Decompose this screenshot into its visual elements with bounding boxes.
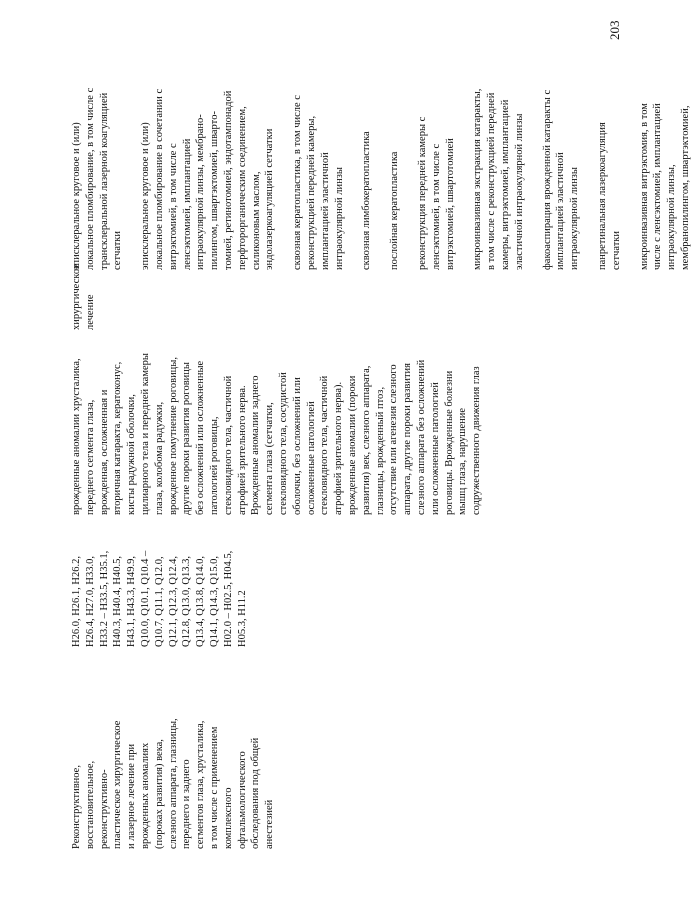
diagnosis-line: врожденная, осложненная и [98,389,110,515]
diagnosis-line: атрофией зрительного нерва). [333,381,345,515]
diagnosis-line: кисты радужной оболочки, [126,394,138,515]
treatment-method-line: ленсэктомией, в том числе с [430,143,442,270]
diagnosis-line: цилиарного тела и передней камеры [139,353,151,515]
service-name-line: анестезией [264,799,276,849]
icd-code-line: Н40.3, Н40.4, Н40.5, [112,556,124,647]
treatment-method-line: факоаспирация врожденной катаракты с [541,89,553,270]
treatment-method-line: эписклеральное круговое и (или) [140,122,152,270]
diagnosis-line: сегмента глаза (сетчатки, [264,402,276,515]
service-name-line: в том числе с применением [208,726,220,849]
icd-code-line: Q14.1, Q14.3, Q15.0, [208,556,220,647]
diagnosis-line: содружественного движения глаз [471,366,483,515]
diagnosis-line: переднего сегмента глаза, [84,399,96,515]
service-name-line: восстановительное, [84,760,96,849]
treatment-method [638,30,693,270]
treatment-method [139,30,277,270]
service-name-line: реконструктивно- [98,769,110,849]
diagnosis-line: Врожденные аномалии заднего [250,375,262,515]
icd-code-line: Н43.1, Н43.3, Н49.9, [126,556,138,647]
diagnosis-line: стекловидного тела, частичной [222,375,234,515]
diagnosis-line: аппарата, другие пороки развития [402,363,414,515]
treatment-method [416,30,457,270]
icd-code-line: Q10.0, Q10.1, Q10.4 – [139,550,151,647]
icd-code-line: Н26.4, Н27.0, Н33.0, [84,556,96,647]
icd-code-line: Q12.8, Q13.0, Q13.3, [181,556,193,647]
diagnosis-line: вторичная катаракта, кератоконус, [112,361,124,515]
treatment-method-line: сквозная кератопластика, в том числе с [292,95,304,270]
treatment-method-line: камеры, витрэктомией, имплантацией [499,99,511,270]
treatment-method-line: сетчатки [112,230,124,270]
treatment-method-line: витрэктомией, швартотомией [444,138,456,270]
treatment-method-line: витрэктомией, в том числе с [167,143,179,270]
diagnosis-line: другие пороки развития роговицы [181,362,193,515]
service-name-line: пластическое хирургическое [112,720,124,849]
treatment-method-line: реконструкция передней камеры с [416,116,428,270]
treatment-method-line: ленсэктомией, имплантацией [181,138,193,270]
treatment-method-line: силиконовым маслом, [250,171,262,270]
service-name-line: Реконструктивное, [71,765,82,849]
icd-code-line: Н05.3, Н11.2 [236,590,248,647]
treatment-method-line: реконструкцией передней камеры, [305,115,317,270]
icd-code-line: Q12.1, Q12.3, Q12.4, [167,556,179,647]
service-name-line: обследования под общей [250,737,262,849]
treatment-method [471,30,526,270]
treatment-method-line: панретинальная лазеркоагуляция [596,122,608,270]
treatment-method-line: локальное пломбирование, в том числе с [84,87,96,270]
treatment-method-line: в том числе с реконструкцией передней [486,92,498,270]
treatment-method-line: томией, ретинотомией, эндотампонадой [222,90,234,270]
column-icd-codes [70,527,620,647]
treatment-type-line: хирургическое [71,264,82,330]
icd-code-line: Н02.0 – Н02.5, Н04.5, [222,550,234,647]
diagnosis-line: мышц глаза, нарушение [457,407,469,515]
icd-code-line: Q13.4, Q13.8, Q14.0, [195,556,207,647]
icd-code-line: Q10.7, Q11.1, Q12.0, [153,556,165,647]
diagnosis-line: слезного аппарата без осложнений [415,359,427,515]
treatment-method-line: послойная кератопластика [389,151,401,270]
icd-code-line: Н26.0, Н26.1, Н26.2, [71,556,82,647]
diagnosis-line: врожденные аномалии (пороки [346,375,358,515]
treatment-method-line: сквозная лимбокератопластика [361,131,373,270]
diagnosis-line: врожденные аномалии хрусталика, [71,358,82,515]
diagnosis-line: врожденное помутнение роговицы, [167,357,179,515]
treatment-method [388,30,402,270]
treatment-method [70,30,125,270]
service-name-line: врожденных аномалиях [139,742,151,849]
treatment-method-line: мембранопилингом, швартэктомией, [679,105,691,270]
diagnosis-line: или осложненные патологией [429,382,441,515]
treatment-method-line: имплантацией эластичной [555,152,567,270]
diagnosis-line: глазницы, врожденный птоз, [374,386,386,515]
diagnosis-line: атрофией зрительного нерва. [236,385,248,515]
treatment-method [541,30,582,270]
treatment-method-line: эластичной интраокулярной линзы [513,113,525,270]
treatment-method [596,30,624,270]
service-name-line: переднего и заднего [181,759,193,849]
service-name-line: слезного аппарата, глазницы, [167,718,179,849]
treatment-method-line: имплантацией эластичной [319,152,331,270]
diagnosis-line: глаза, колобома радужки, [153,401,165,515]
service-name-line: и лазерное лечение при [126,743,138,849]
column-diagnosis [70,340,620,515]
treatment-method-line: эписклеральное круговое и (или) [71,122,82,270]
treatment-method-line: интраокулярной линзы [333,167,345,270]
treatment-method-line: трансклеральной лазерной коагуляцией [98,92,110,270]
treatment-method-line: локальное пломбирование в сочетании с [153,88,165,270]
service-name-line: офтальмологического [236,751,248,849]
column-service-name [70,655,620,855]
diagnosis-line: без осложнений или осложненные [195,360,207,515]
column-treatment-type [70,264,620,330]
treatment-type-line: лечение [84,294,96,330]
treatment-method-line: сетчатки [610,230,622,270]
diagnosis-line: оболочки, без осложнений или [291,377,303,515]
treatment-method [291,30,346,270]
diagnosis-line: отсутствие или агенезия слезного [388,364,400,515]
diagnosis-line: патологией роговицы, [208,416,220,515]
treatment-method-line: числе с ленсэктомией, имплантацией [652,103,664,270]
diagnosis-line: развития) век, слезного аппарата, [360,365,372,515]
treatment-method-line: интраокулярной линзы, мембрано- [195,114,207,270]
service-name-line: комплексного [222,787,234,849]
treatment-method-line: эндолазеркоагуляцией сетчатки [264,128,276,270]
diagnosis-line: стекловидного тела, частичной [319,375,331,515]
diagnosis-line: стекловидного тела, сосудистой [277,372,289,515]
treatment-method-line: пилингом, швартэктомией, швартo- [209,110,221,270]
diagnosis-line: осложненные патологией [305,401,317,515]
treatment-method [360,30,374,270]
icd-code-line: Н33.2 – Н33.5, Н35.1, [98,550,110,647]
service-name-line: (пороках развития) века, [153,739,165,849]
treatment-method-line: микроинвазивная экстракция катаракты, [472,88,484,270]
treatment-method-line: интраокулярной линзы [569,167,581,270]
treatment-method-line: перфторорганическим соединением, [236,106,248,270]
diagnosis-line: роговицы. Врожденные болезни [443,370,455,515]
treatment-method-line: интраокулярной линзы, [666,164,678,270]
service-name-line: сегментов глаза, хрусталика, [195,720,207,849]
page-number: 203 [607,20,622,40]
treatment-method-line: микроинвазивная витрэктомия, в том [638,103,650,270]
